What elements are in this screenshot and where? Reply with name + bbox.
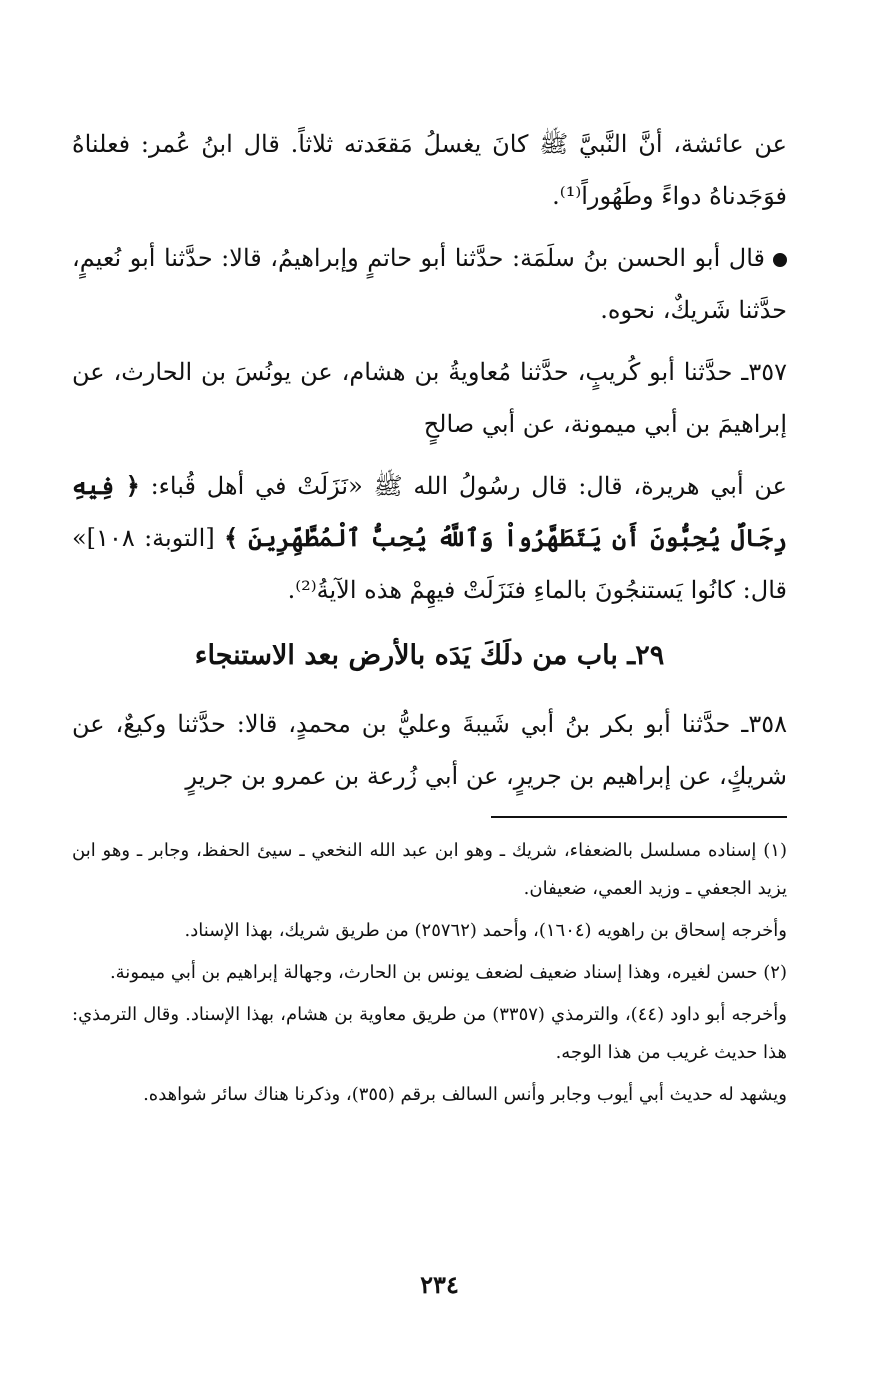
hadith-357: ٣٥٧ـ حدَّثنا أبو كُريبٍ، حدَّثنا مُعاويةُ بن هشام، عن يونُسَ بن الحارث، عن إبراهيمَ بن أبي ميمونة، عن أبي صالحٍ: [72, 358, 787, 438]
page-number: ٢٣٤: [420, 1270, 459, 1299]
bullet-icon: [773, 253, 787, 267]
footnotes: [72, 832, 787, 1114]
hadith-358: ٣٥٨ـ حدَّثنا أبو بكر بنُ أبي شَيبةَ وعليُّ بن محمدٍ، قالا: حدَّثنا وكيعٌ، عن شريكٍ، عن إبراهيم بن جريرٍ، عن أبي زُرعة بن عمرو بن جريرٍ: [72, 710, 787, 790]
footnote-2-takhrij: وأخرجه أبو داود (٤٤)، والترمذي (٣٣٥٧) من طريق معاوية بن هشام، بهذا الإسناد. وقال الترمذي: هذا حديث غريب من هذا الوجه.: [72, 1004, 787, 1063]
page-body: [72, 118, 787, 1118]
chapter-heading: ٢٩ـ باب من دلَكَ يَدَه بالأرض بعد الاستنجاء: [194, 640, 665, 671]
hadith-357-text-a: عن أبي هريرة، قال: قال رسُولُ الله ﷺ «نَزَلَتْ في أهل قُباء:: [150, 472, 787, 500]
paragraph-2-text: قال أبو الحسن بنُ سلَمَة: حدَّثنا أبو حاتمٍ وإبراهيمُ، قالا: حدَّثنا أبو نُعيمٍ، حدَّثنا شَريكٌ، نحوه.: [72, 244, 787, 324]
footnote-1: (١) إسناده مسلسل بالضعفاء، شريك ـ وهو ابن عبد الله النخعي ـ سيئ الحفظ، وجابر ـ وهو ابن يزيد الجعفي ـ وزيد العمي، ضعيفان.: [72, 840, 787, 899]
paragraph-1: عن عائشة، أنَّ النَّبيَّ ﷺ كانَ يغسلُ مَقعَدته ثلاثاً. قال ابنُ عُمر: فعلناهُ فوَجَدناهُ دواءً وطَهُوراً⁽¹⁾.: [72, 130, 787, 210]
hadith-357-text-b: [التوبة: ١٠٨]» قال: كانُوا يَستنجُونَ بالماءِ فنَزَلَتْ فيهِمْ هذه الآيةُ⁽²⁾.: [72, 524, 787, 604]
footnote-divider: [491, 816, 787, 818]
footnote-2: (٢) حسن لغيره، وهذا إسناد ضعيف لضعف يونس بن الحارث، وجهالة إبراهيم بن أبي ميمونة.: [109, 962, 787, 983]
paragraph-2: [72, 232, 787, 336]
hadith-357-continued: [72, 460, 787, 616]
footnote-1-takhrij: وأخرجه إسحاق بن راهويه (١٦٠٤)، وأحمد (٢٥٧٦٢) من طريق شريك، بهذا الإسناد.: [184, 920, 787, 941]
quran-verse: ﴿ فِيهِ رِجَالٌ يُحِبُّونَ أَن يَتَطَهَّرُواْ وَٱللَّهُ يُحِبُّ ٱلْمُطَّهِّرِينَ ﴾: [72, 471, 787, 552]
footnote-2-shawahid: ويشهد له حديث أبي أيوب وجابر وأنس السالف برقم (٣٥٥)، وذكرنا هناك سائر شواهده.: [143, 1084, 787, 1105]
